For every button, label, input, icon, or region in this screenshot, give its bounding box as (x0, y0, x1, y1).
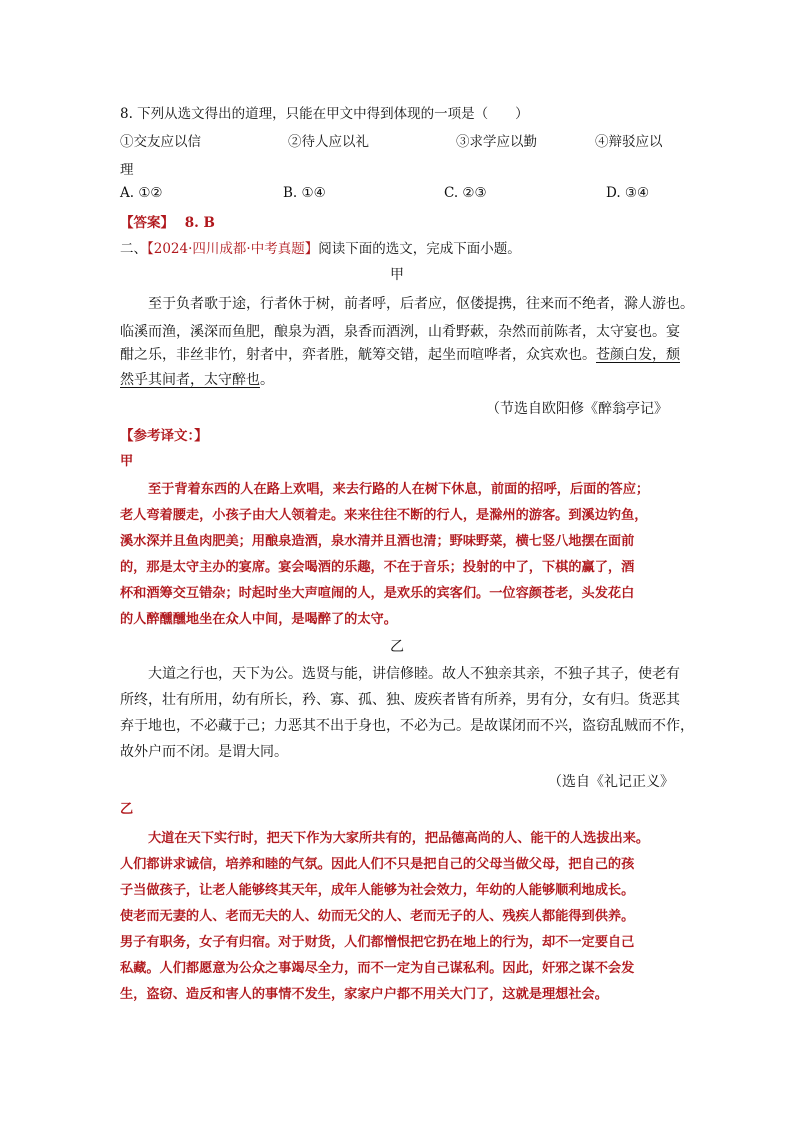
choice-2: ②待人应以礼 (288, 134, 369, 150)
yi-tr-line-4: 使老而无妻的人、老而无夫的人、幼而无父的人、老而无子的人、残疾人都能得到供养。 (120, 909, 635, 924)
section-instruction: 阅读下面的选文，完成下面小题。 (318, 241, 521, 257)
jia-tr-line-1: 至于背着东西的人在路上欢唱，来去行路的人在树下休息，前面的招呼，后面的答应； (148, 482, 650, 497)
yi-line-3: 弃于地也，不必藏于己；力恶其不出于身也，不必为己。是故谋闭而不兴，盗窃乱贼而不作， (120, 718, 694, 734)
yi-tr-line-3: 子当做孩子，让老人能够终其天年，成年人能够为社会效力，年幼的人能够顺利地成长。 (120, 883, 635, 898)
jia-tr-title: 甲 (120, 454, 134, 469)
choice-4-wrap: 理 (120, 162, 134, 178)
jia-tr-line-6: 的人醉醺醺地坐在众人中间，是喝醉了的太守。 (120, 612, 397, 627)
yi-title: 乙 (390, 639, 404, 655)
jia-line-4-end: 。 (260, 372, 274, 388)
option-a: A. ①② (120, 185, 163, 201)
jia-line-3-text: 酣之乐，非丝非竹，射者中，弈者胜，觥筹交错，起坐而喧哗者，众宾欢也。 (120, 347, 596, 363)
choice-1: ①交友应以信 (120, 134, 201, 150)
jia-title: 甲 (390, 267, 404, 283)
jia-tr-line-2: 老人弯着腰走，小孩子由大人领着走。来来往往不断的行人，是滁州的游客。到溪边钓鱼， (120, 508, 648, 523)
option-c: C. ②③ (444, 185, 487, 201)
answer-label: 【答案】 (120, 215, 174, 231)
yi-tr-line-6: 私藏。人们都愿意为公众之事竭尽全力，而不一定为自己谋私利。因此，奸邪之谋不会发 (120, 961, 635, 976)
yi-tr-line-5: 男子有职务，女子有归宿。对于财货，人们都憎恨把它扔在地上的行为，却不一定要自己 (120, 935, 635, 950)
section-heading (120, 237, 521, 257)
jia-tr-line-4: 的，那是太守主办的宴席。宴会喝酒的乐趣，不在于音乐；投射的中了，下棋的赢了，酒 (120, 560, 635, 575)
jia-tr-line-3: 溪水深并且鱼肉肥美；用酿泉造酒，泉水清并且酒也清；野味野菜，横七竖八地摆在面前 (120, 534, 635, 549)
question-stem: 8. 下列从选文得出的道理，只能在甲文中得到体现的一项是（ ） (120, 106, 529, 122)
choice-3: ③求学应以勤 (456, 134, 537, 150)
yi-tr-line-7: 生，盗窃、造反和害人的事情不发生，家家户户都不用关大门了，这就是理想社会。 (120, 987, 608, 1002)
source-tag: 【2024·四川成都·中考真题】 (147, 241, 319, 257)
answer (120, 211, 215, 231)
jia-source: （节选自欧阳修《醉翁亭记》 (486, 401, 668, 417)
jia-tr-line-5: 杯和酒筹交互错杂；时起时坐大声喧闹的人，是欢乐的宾客们。一位容颜苍老，头发花白 (120, 586, 635, 601)
yi-tr-line-2: 人们都讲求诚信，培养和睦的气氛。因此人们不只是把自己的父母当做父母，把自己的孩 (120, 857, 635, 872)
jia-underlined-2: 然乎其间者，太守醉也 (120, 372, 260, 388)
jia-underlined-1: 苍颜白发，颓 (596, 347, 680, 363)
jia-line-2: 临溪而渔，溪深而鱼肥，酿泉为酒，泉香而酒洌，山肴野蔌，杂然而前陈者，太守宴也。宴 (120, 324, 680, 340)
yi-tr-line-1: 大道在天下实行时，把天下作为大家所共有的，把品德高尚的人、能干的人选拔出来。 (148, 831, 650, 846)
yi-line-2: 所终，壮有所用，幼有所长，矜、寡、孤、独、废疾者皆有所养，男有分，女有归。货恶其 (120, 692, 680, 708)
yi-line-4: 故外户而不闭。是谓大同。 (120, 744, 288, 760)
yi-tr-title: 乙 (120, 802, 134, 817)
jia-line-3 (120, 344, 680, 364)
jia-line-1: 至于负者歌于途，行者休于树，前者呼，后者应，伛偻提携，往来而不绝者，滁人游也。 (148, 296, 694, 312)
option-b: B. ①④ (283, 185, 326, 201)
reference-label: 【参考译文：】 (120, 428, 208, 444)
section-prefix: 二、 (120, 241, 147, 257)
yi-line-1: 大道之行也，天下为公。选贤与能，讲信修睦。故人不独亲其亲，不独子其子，使老有 (148, 666, 680, 682)
choice-4: ④辩驳应以 (595, 134, 663, 150)
jia-line-4 (120, 369, 274, 389)
answer-value: 8. B (184, 215, 215, 231)
yi-source: （选自《礼记正义》 (548, 774, 674, 790)
option-d: D. ③④ (606, 185, 650, 201)
